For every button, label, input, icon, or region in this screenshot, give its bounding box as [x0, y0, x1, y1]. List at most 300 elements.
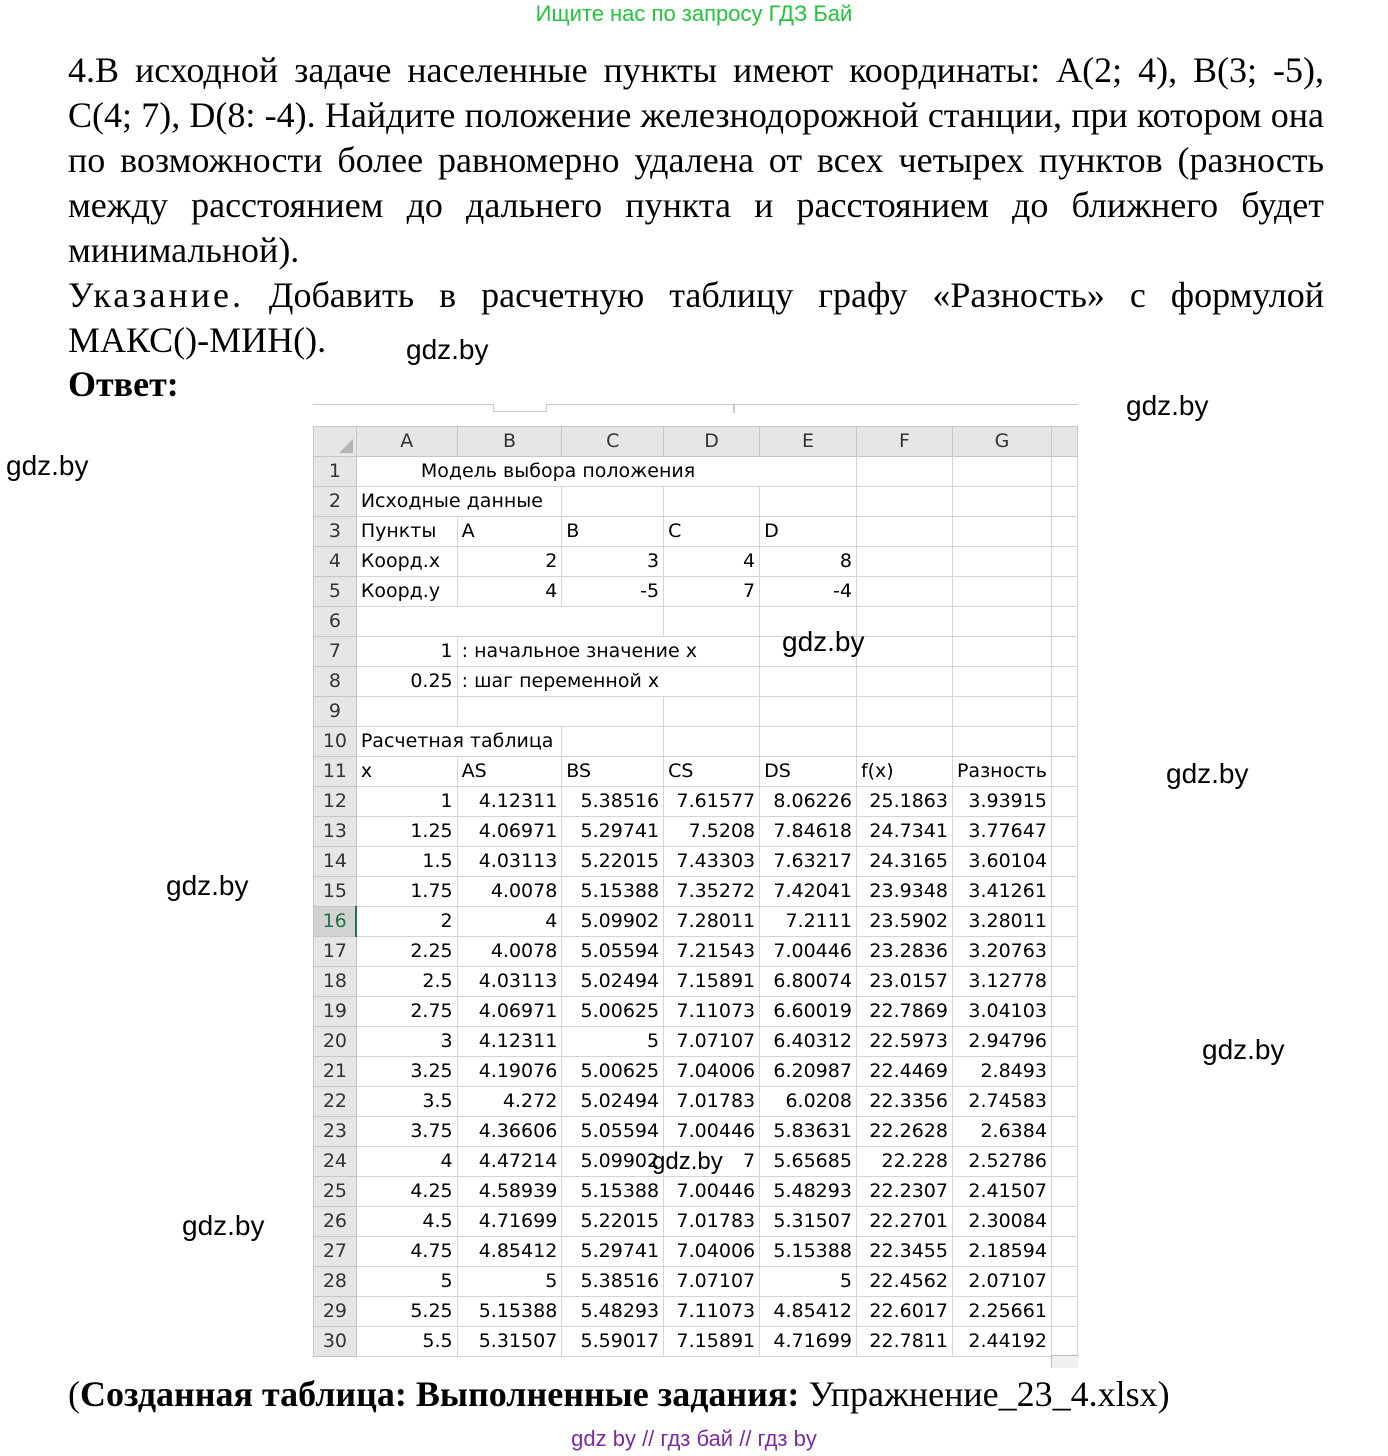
calc-cell[interactable]: 7.2111 — [760, 907, 857, 937]
calc-cell[interactable]: 5.83631 — [760, 1117, 857, 1147]
cell[interactable]: 4 — [664, 547, 760, 577]
cell[interactable]: Коорд.y — [356, 577, 457, 607]
calc-cell[interactable]: 5.15388 — [562, 877, 664, 907]
cell[interactable] — [664, 667, 760, 697]
calc-cell[interactable]: 3.04103 — [952, 997, 1051, 1027]
watermark: gdz.by — [6, 450, 89, 481]
hint-label: Указание. — [68, 275, 244, 315]
column-header-row — [314, 427, 1078, 457]
watermark: gdz.by — [166, 870, 249, 901]
cell[interactable] — [1051, 757, 1077, 787]
row-header[interactable]: 19 — [314, 997, 357, 1027]
cell[interactable] — [856, 547, 952, 577]
calc-cell[interactable]: 4.0078 — [457, 937, 562, 967]
bottom-banner[interactable]: gdz by // гдз бай // гдз by — [571, 1426, 817, 1451]
cell[interactable] — [1051, 907, 1077, 937]
calc-cell[interactable]: 2.52786 — [952, 1147, 1051, 1177]
watermark: gdz.by — [1126, 390, 1209, 421]
row-header[interactable]: 6 — [314, 607, 357, 637]
cell[interactable] — [856, 577, 952, 607]
sheet-row — [314, 637, 1078, 667]
row-header[interactable]: 27 — [314, 1237, 357, 1267]
start-value-label[interactable]: : начальное значение x — [457, 637, 760, 667]
select-all-corner[interactable] — [314, 427, 357, 457]
calc-cell[interactable]: 7.00446 — [760, 937, 857, 967]
cell[interactable] — [856, 637, 952, 667]
cell[interactable] — [1051, 547, 1077, 577]
calc-cell[interactable]: 5.31507 — [457, 1327, 562, 1357]
calc-cell[interactable]: 5.05594 — [562, 1117, 664, 1147]
cell[interactable] — [1051, 1117, 1077, 1147]
calc-row — [314, 1297, 1078, 1327]
cell[interactable] — [1051, 1237, 1077, 1267]
calc-cell[interactable]: 2.8493 — [952, 1057, 1051, 1087]
calc-cell[interactable]: 3.60104 — [952, 847, 1051, 877]
calc-cell[interactable]: 3 — [356, 1027, 457, 1057]
calc-cell[interactable]: 22.4469 — [856, 1057, 952, 1087]
cell[interactable] — [1051, 1267, 1077, 1297]
calc-cell[interactable]: 3.12778 — [952, 967, 1051, 997]
calc-cell[interactable]: 22.4562 — [856, 1267, 952, 1297]
calc-cell[interactable]: 25.1863 — [856, 787, 952, 817]
cell[interactable] — [760, 727, 857, 757]
calc-cell[interactable]: 7.15891 — [664, 967, 760, 997]
task-text — [28, 48, 1324, 363]
calc-cell[interactable]: 5.00625 — [562, 997, 664, 1027]
start-value-cell[interactable]: 1 — [356, 637, 457, 667]
cell[interactable] — [1051, 487, 1077, 517]
calc-cell[interactable]: 22.2628 — [856, 1117, 952, 1147]
cell[interactable]: Пункты — [356, 517, 457, 547]
calc-row — [314, 937, 1078, 967]
calc-cell[interactable]: 4.12311 — [457, 787, 562, 817]
cell[interactable]: C — [664, 517, 760, 547]
cell[interactable] — [1051, 1327, 1077, 1357]
calc-cell[interactable]: 22.3356 — [856, 1087, 952, 1117]
calc-cell[interactable]: 7.01783 — [664, 1207, 760, 1237]
row-header[interactable]: 8 — [314, 667, 357, 697]
calc-row — [314, 1027, 1078, 1057]
row-header[interactable]: 11 — [314, 757, 357, 787]
scrollbar-corner[interactable] — [1051, 1355, 1078, 1368]
cell[interactable] — [952, 517, 1051, 547]
calc-cell[interactable]: 4.12311 — [457, 1027, 562, 1057]
row-header[interactable]: 1 — [314, 457, 357, 487]
calc-cell[interactable]: 6.20987 — [760, 1057, 857, 1087]
calc-cell[interactable]: 4.25 — [356, 1177, 457, 1207]
calc-cell[interactable]: 4.71699 — [760, 1327, 857, 1357]
cell[interactable] — [1051, 667, 1077, 697]
cell[interactable] — [1051, 1147, 1077, 1177]
row-header[interactable]: 21 — [314, 1057, 357, 1087]
calc-row — [314, 1057, 1078, 1087]
row-header[interactable]: 26 — [314, 1207, 357, 1237]
calc-cell[interactable]: 3.5 — [356, 1087, 457, 1117]
calc-cell[interactable]: 2.25 — [356, 937, 457, 967]
calc-cell[interactable]: 7.61577 — [664, 787, 760, 817]
calc-cell[interactable]: 22.3455 — [856, 1237, 952, 1267]
row-header[interactable]: 9 — [314, 697, 357, 727]
calc-cell[interactable]: 22.7811 — [856, 1327, 952, 1357]
calc-cell[interactable]: 7.11073 — [664, 1297, 760, 1327]
calc-cell[interactable]: 22.2701 — [856, 1207, 952, 1237]
calc-cell[interactable]: 4.03113 — [457, 967, 562, 997]
cell[interactable] — [952, 697, 1051, 727]
cell[interactable] — [1051, 577, 1077, 607]
calc-header-cell[interactable]: x — [356, 757, 457, 787]
calc-cell[interactable]: 5.00625 — [562, 1057, 664, 1087]
calc-cell[interactable]: 1.5 — [356, 847, 457, 877]
column-header-g[interactable]: G — [952, 427, 1051, 457]
calc-cell[interactable]: 4.0078 — [457, 877, 562, 907]
calc-header-cell[interactable]: BS — [562, 757, 664, 787]
row-header[interactable]: 17 — [314, 937, 357, 967]
calc-cell[interactable]: 2.30084 — [952, 1207, 1051, 1237]
calc-cell[interactable]: 4.58939 — [457, 1177, 562, 1207]
cell[interactable] — [952, 637, 1051, 667]
calc-cell[interactable]: 5.59017 — [562, 1327, 664, 1357]
calc-cell[interactable]: 2.44192 — [952, 1327, 1051, 1357]
hint-text: Добавить в расчетную таблицу графу «Разность» с формулой МАКС()-МИН(). — [68, 275, 1324, 360]
calc-cell[interactable]: 5.29741 — [562, 817, 664, 847]
calc-cell[interactable]: 2 — [356, 907, 457, 937]
row-header[interactable]: 15 — [314, 877, 357, 907]
model-title[interactable]: Модель выбора положения — [356, 457, 759, 487]
calc-cell[interactable]: 5.48293 — [562, 1297, 664, 1327]
calc-cell[interactable]: 2.6384 — [952, 1117, 1051, 1147]
calc-cell[interactable]: 2.75 — [356, 997, 457, 1027]
calc-cell[interactable]: 1 — [356, 787, 457, 817]
cell[interactable] — [1051, 637, 1077, 667]
calc-header-cell[interactable]: CS — [664, 757, 760, 787]
row-header[interactable]: 3 — [314, 517, 357, 547]
column-header-c[interactable]: C — [562, 427, 664, 457]
calc-cell[interactable]: 8.06226 — [760, 787, 857, 817]
cell[interactable] — [856, 607, 952, 637]
calc-cell[interactable]: 3.93915 — [952, 787, 1051, 817]
calc-cell[interactable]: 7.04006 — [664, 1237, 760, 1267]
calc-cell[interactable]: 5.09902 — [562, 907, 664, 937]
calc-row — [314, 877, 1078, 907]
calc-cell[interactable]: 4.85412 — [760, 1297, 857, 1327]
calc-cell[interactable]: 3.20763 — [952, 937, 1051, 967]
answer-label: Ответ: — [68, 364, 179, 404]
cell[interactable] — [457, 697, 562, 727]
cell[interactable] — [1051, 1057, 1077, 1087]
calc-cell[interactable]: 5.15388 — [562, 1177, 664, 1207]
calc-cell[interactable]: 5.29741 — [562, 1237, 664, 1267]
step-value-cell[interactable]: 0.25 — [356, 667, 457, 697]
cell[interactable] — [760, 697, 857, 727]
calc-cell[interactable]: 5 — [562, 1027, 664, 1057]
cell[interactable] — [856, 667, 952, 697]
calc-cell[interactable]: 4.71699 — [457, 1207, 562, 1237]
calc-cell[interactable]: 22.6017 — [856, 1297, 952, 1327]
cell[interactable] — [856, 487, 952, 517]
calc-cell[interactable]: 2.18594 — [952, 1237, 1051, 1267]
row-header[interactable]: 16 — [314, 907, 357, 937]
calc-cell[interactable]: 1.75 — [356, 877, 457, 907]
row-header[interactable]: 5 — [314, 577, 357, 607]
calc-cell[interactable]: 5 — [457, 1267, 562, 1297]
cell[interactable] — [952, 727, 1051, 757]
cell[interactable] — [1051, 997, 1077, 1027]
calc-row — [314, 1177, 1078, 1207]
calc-cell[interactable]: 4.75 — [356, 1237, 457, 1267]
calc-row — [314, 1207, 1078, 1237]
cell[interactable] — [1051, 847, 1077, 877]
column-header-h[interactable] — [1051, 427, 1077, 457]
column-header-d[interactable]: D — [664, 427, 760, 457]
calc-cell[interactable]: 7.00446 — [664, 1117, 760, 1147]
sheet-row — [314, 487, 1078, 517]
row-header[interactable]: 4 — [314, 547, 357, 577]
calc-cell[interactable]: 3.75 — [356, 1117, 457, 1147]
cell[interactable] — [664, 607, 760, 637]
calc-cell[interactable]: 24.7341 — [856, 817, 952, 847]
cell[interactable] — [562, 727, 664, 757]
calc-row — [314, 907, 1078, 937]
calc-cell[interactable]: 7.5208 — [664, 817, 760, 847]
row-header[interactable]: 14 — [314, 847, 357, 877]
calc-cell[interactable]: 7.84618 — [760, 817, 857, 847]
watermark: gdz.by — [652, 1148, 723, 1175]
calc-cell[interactable]: 7.00446 — [664, 1177, 760, 1207]
calc-cell[interactable]: 7.42041 — [760, 877, 857, 907]
calc-cell[interactable]: 5.15388 — [760, 1237, 857, 1267]
cell[interactable] — [760, 487, 857, 517]
calc-table-label[interactable]: Расчетная таблица — [356, 727, 561, 757]
cell[interactable] — [1051, 607, 1077, 637]
calc-cell[interactable]: 5.5 — [356, 1327, 457, 1357]
calc-cell[interactable]: 3.41261 — [952, 877, 1051, 907]
row-header[interactable]: 18 — [314, 967, 357, 997]
cell[interactable] — [1051, 727, 1077, 757]
calc-cell[interactable]: 3.28011 — [952, 907, 1051, 937]
cell[interactable]: A — [457, 517, 562, 547]
cell[interactable]: B — [562, 517, 664, 547]
cell[interactable] — [1051, 877, 1077, 907]
cell[interactable] — [856, 727, 952, 757]
row-header[interactable]: 30 — [314, 1327, 357, 1357]
row-header[interactable]: 2 — [314, 487, 357, 517]
calc-cell[interactable]: 7.01783 — [664, 1087, 760, 1117]
calc-cell[interactable]: 23.2836 — [856, 937, 952, 967]
calc-cell[interactable]: 5.22015 — [562, 1207, 664, 1237]
calc-cell[interactable]: 7.28011 — [664, 907, 760, 937]
calc-cell[interactable]: 4 — [457, 907, 562, 937]
calc-cell[interactable]: 4.19076 — [457, 1057, 562, 1087]
cell[interactable] — [562, 697, 664, 727]
sheet-row — [314, 667, 1078, 697]
cell[interactable] — [952, 607, 1051, 637]
cell[interactable] — [664, 697, 760, 727]
calc-cell[interactable]: 1.25 — [356, 817, 457, 847]
calc-cell[interactable]: 4.03113 — [457, 847, 562, 877]
calc-cell[interactable]: 5.38516 — [562, 787, 664, 817]
calc-cell[interactable]: 7.07107 — [664, 1027, 760, 1057]
column-header-e[interactable]: E — [760, 427, 857, 457]
cell[interactable]: 3 — [562, 547, 664, 577]
cell[interactable] — [1051, 1297, 1077, 1327]
calc-cell[interactable]: 7.04006 — [664, 1057, 760, 1087]
cell[interactable] — [562, 487, 664, 517]
cell[interactable] — [1051, 1207, 1077, 1237]
cell[interactable] — [664, 487, 760, 517]
calc-cell[interactable]: 23.5902 — [856, 907, 952, 937]
calc-cell[interactable]: 4.06971 — [457, 997, 562, 1027]
cell[interactable] — [1051, 517, 1077, 547]
calc-cell[interactable]: 2.5 — [356, 967, 457, 997]
calc-cell[interactable]: 6.80074 — [760, 967, 857, 997]
cell[interactable] — [1051, 967, 1077, 997]
row-header[interactable]: 24 — [314, 1147, 357, 1177]
calc-cell[interactable]: 7.15891 — [664, 1327, 760, 1357]
cell[interactable] — [664, 727, 760, 757]
cell[interactable] — [1051, 817, 1077, 847]
calc-cell[interactable]: 5 — [356, 1267, 457, 1297]
calc-cell[interactable]: 5.02494 — [562, 1087, 664, 1117]
cell[interactable]: 2 — [457, 547, 562, 577]
calc-cell[interactable]: 7.63217 — [760, 847, 857, 877]
cell[interactable] — [1051, 697, 1077, 727]
cell[interactable] — [562, 607, 664, 637]
row-header[interactable]: 28 — [314, 1267, 357, 1297]
calc-cell[interactable]: 6.60019 — [760, 997, 857, 1027]
calc-cell[interactable]: 6.0208 — [760, 1087, 857, 1117]
calc-cell[interactable]: 4.5 — [356, 1207, 457, 1237]
sheet-row — [314, 607, 1078, 637]
calc-cell[interactable]: 2.25661 — [952, 1297, 1051, 1327]
calc-cell[interactable]: 4.47214 — [457, 1147, 562, 1177]
row-header[interactable]: 10 — [314, 727, 357, 757]
calc-cell[interactable]: 7.07107 — [664, 1267, 760, 1297]
cell[interactable]: 7 — [664, 577, 760, 607]
calc-cell[interactable]: 23.0157 — [856, 967, 952, 997]
cell[interactable] — [1051, 787, 1077, 817]
column-header-a[interactable]: A — [356, 427, 457, 457]
cell[interactable] — [356, 607, 457, 637]
row-header[interactable]: 7 — [314, 637, 357, 667]
cell[interactable] — [1051, 937, 1077, 967]
cell[interactable] — [952, 457, 1051, 487]
cell[interactable] — [952, 487, 1051, 517]
created-label: Созданная таблица: Выполненные задания: — [80, 1374, 800, 1414]
calc-cell[interactable]: 7.43303 — [664, 847, 760, 877]
cell[interactable] — [1051, 457, 1077, 487]
row-header[interactable]: 25 — [314, 1177, 357, 1207]
row-header[interactable]: 22 — [314, 1087, 357, 1117]
calc-cell[interactable]: 7.35272 — [664, 877, 760, 907]
cell[interactable] — [856, 457, 952, 487]
calc-cell[interactable]: 5.25 — [356, 1297, 457, 1327]
calc-cell[interactable]: 22.7869 — [856, 997, 952, 1027]
calc-header-cell[interactable]: Разность — [952, 757, 1051, 787]
cell[interactable]: Коорд.x — [356, 547, 457, 577]
column-header-f[interactable]: F — [856, 427, 952, 457]
cell[interactable]: -5 — [562, 577, 664, 607]
watermark: gdz.by — [1166, 758, 1249, 789]
calc-cell[interactable]: 4.85412 — [457, 1237, 562, 1267]
cell[interactable] — [1051, 1177, 1077, 1207]
row-header[interactable]: 23 — [314, 1117, 357, 1147]
calc-cell[interactable]: 5.02494 — [562, 967, 664, 997]
calc-cell[interactable]: 2.94796 — [952, 1027, 1051, 1057]
calc-cell[interactable]: 22.2307 — [856, 1177, 952, 1207]
cell[interactable] — [1051, 1087, 1077, 1117]
cell[interactable]: 4 — [457, 577, 562, 607]
calc-cell[interactable]: 2.07107 — [952, 1267, 1051, 1297]
calc-cell[interactable]: 22.228 — [856, 1147, 952, 1177]
calc-cell[interactable]: 4.06971 — [457, 817, 562, 847]
cell[interactable]: -4 — [760, 577, 857, 607]
calc-cell[interactable]: 7.11073 — [664, 997, 760, 1027]
row-header[interactable]: 12 — [314, 787, 357, 817]
cell[interactable]: 8 — [760, 547, 857, 577]
calc-cell[interactable]: 5.09902 — [562, 1147, 664, 1177]
calc-header-cell[interactable]: DS — [760, 757, 857, 787]
calc-cell[interactable]: 4.36606 — [457, 1117, 562, 1147]
calc-cell[interactable]: 5.31507 — [760, 1207, 857, 1237]
cell[interactable] — [856, 517, 952, 547]
top-banner[interactable]: Ищите нас по запросу ГДЗ Бай — [535, 1, 853, 26]
cell[interactable] — [356, 697, 457, 727]
calc-row — [314, 787, 1078, 817]
sheet-row — [314, 727, 1078, 757]
source-data-label[interactable]: Исходные данные — [356, 487, 561, 517]
cell[interactable] — [856, 697, 952, 727]
step-value-label[interactable]: : шаг переменной x — [457, 667, 663, 697]
cell[interactable] — [760, 457, 857, 487]
calc-cell[interactable]: 4 — [356, 1147, 457, 1177]
calc-cell[interactable]: 22.5973 — [856, 1027, 952, 1057]
calc-cell[interactable]: 7.21543 — [664, 937, 760, 967]
calc-cell[interactable]: 2.74583 — [952, 1087, 1051, 1117]
calc-cell[interactable]: 5.65685 — [760, 1147, 857, 1177]
calc-row — [314, 1267, 1078, 1297]
calc-cell[interactable]: 5.22015 — [562, 847, 664, 877]
cell[interactable] — [457, 607, 562, 637]
cell[interactable] — [952, 547, 1051, 577]
calc-cell[interactable]: 5.38516 — [562, 1267, 664, 1297]
row-header[interactable]: 20 — [314, 1027, 357, 1057]
calc-cell[interactable]: 2.41507 — [952, 1177, 1051, 1207]
calc-cell[interactable]: 4.272 — [457, 1087, 562, 1117]
calc-row — [314, 847, 1078, 877]
calc-cell[interactable]: 24.3165 — [856, 847, 952, 877]
row-header[interactable]: 29 — [314, 1297, 357, 1327]
row-header[interactable]: 13 — [314, 817, 357, 847]
created-open: ( — [68, 1374, 80, 1414]
cell[interactable] — [952, 577, 1051, 607]
calc-cell[interactable]: 5.15388 — [457, 1297, 562, 1327]
cell[interactable] — [760, 667, 857, 697]
cell[interactable] — [1051, 1027, 1077, 1057]
calc-header-cell[interactable]: f(x) — [856, 757, 952, 787]
calc-cell[interactable]: 5.48293 — [760, 1177, 857, 1207]
calc-cell[interactable]: 3.77647 — [952, 817, 1051, 847]
column-header-b[interactable]: B — [457, 427, 562, 457]
calc-cell[interactable]: 23.9348 — [856, 877, 952, 907]
calc-cell[interactable]: 3.25 — [356, 1057, 457, 1087]
calc-cell[interactable]: 5.05594 — [562, 937, 664, 967]
calc-header-cell[interactable]: AS — [457, 757, 562, 787]
calc-cell[interactable]: 7 — [664, 1147, 760, 1177]
cell[interactable] — [952, 667, 1051, 697]
calc-cell[interactable]: 5 — [760, 1267, 857, 1297]
cell[interactable]: D — [760, 517, 857, 547]
calc-cell[interactable]: 6.40312 — [760, 1027, 857, 1057]
